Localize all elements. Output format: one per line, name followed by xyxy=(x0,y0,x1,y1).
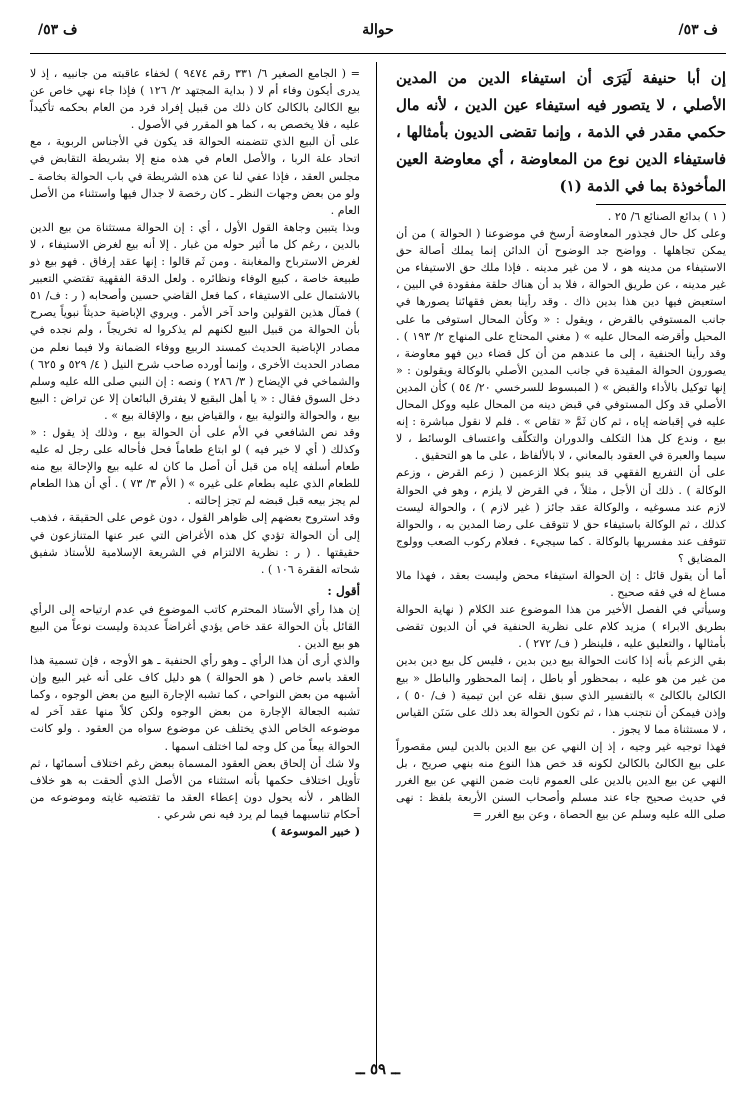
paragraph: بقي الزعم بأنه إذا كانت الحوالة بيع دين بدين ، فليس كل بيع دين بدين من غير من هو عليه ، بمحظور أو باطل ، إنما المحظور والباطل « بيع الكالئ بالكالئ » بالتفسير الذي سبق نقله عن ابن تيمية ( ف/ ٥٠ ) ، وإذن فيمكن أن نتجنب هذا ، ثم تكون الحوالة بعد ذلك على سَنَن القياس ، لا مستثناة مما لا يجوز . xyxy=(396,654,727,736)
paragraph: فهذا توجيه غير وجيه ، إذ إن النهي عن بيع الدين بالدين ليس مقصوراً على بيع الكالئ بالكالئ لكونه قد خص هذا النوع منه بنهي صريح ، بل النهي عن بيع الدين بالدين على العموم ثابت ضمن النهي عن بيع الغرر في حديث صحيح جاء عند مسلم وأصحاب السنن الأربعة بلفظ : نهى صلى الله عليه وسلم عن بيع الحصاة ، وعن بيع الغرر = xyxy=(396,739,726,822)
header-section-number-left: ف ٥٣/ xyxy=(38,22,78,38)
footnote-rule xyxy=(596,204,726,205)
paragraph: وبذا يتبين وجاهة القول الأول ، أي : إن الحوالة مستثناة من بيع الدين بالدين ، رغم كل ما أثير حوله من غبار . إلا أنه بيع لغرض الاستيفاء ، لا لغرض الاسترباح والمغابنة . ومن ثَم قالوا : إنها عقد إرفاق . فهو بيع ذو طبيعة خاصة ، كبيع الوفاء ونظائره . ولعل الدقة الفقهية تقتضي التعبير بالاشتمال على الاستيفاء ، كما فعل القاضي حسين وأصحابه ( ر : ف/ ٥١ ) فمآل هذين القولين واحد آخر الأمر . ويروي الإباضية حديثاً نبوياً يصرح بأن الحوالة من قبيل البيع لكنهم لم يذكروا له تخريجاً ، ولم نجده في مصادر الإباضية الحديث كمسند الربيع ووفاء الضمانة ولا فيما نعلم من مصادر الحديث الأخرى ، وإنما أورده صاحب شرح النيل ( ٤/ ٥٢٩ و ٦٢٥ ) والشماخي في الإيضاح ( ٣/ ٢٨٦ ) ونصه : إن النبي صلى الله عليه وسلم دخل السوق فقال : « يا أهل البقيع لا يفترق البائعان إلا عن تراض : البيع بيع ، والحوالة والتولية بيع ، والقياض بيع ، والإقالة بيع » . xyxy=(30,220,361,422)
header-title: حوالة xyxy=(362,22,394,38)
signature: ( خبير الموسوعة ) xyxy=(271,824,360,839)
header-section-number: ف ٥٣/ xyxy=(678,22,718,38)
paragraph: على أن التفريع الفقهي قد ينبو بكلا الزعمين ( زعم القرض ، وزعم الوكالة ) . ذلك أن الأجل ، مثلاً ، في القرض لا يلزم ، وهو في الحوالة لازم عند مسوغيه ، والوكالة عقد جائز ( غير لازم ) ، والحوالة ليست كذلك ، ثم الوكالة باستيفاء حق لا تتوقف على رضا المدين به ، والحوالة تتوقف عند مفسريها بالوكالة . كما سيجيء . فعلام ركوب الصعب وولوج المضايق ؟ xyxy=(396,466,726,565)
paragraph: = ( الجامع الصغير ٦/ ٣٣١ رقم ٩٤٧٤ ) لخفاء عاقبته من جانبيه ، إذ لا يدرى أيكون وفاء أم لا ( بداية المجتهد ٢/ ١٢٦ ) فإذا جاء نهي خاص عن بيع الكالئ بالكالئ كان ذلك من قبيل إفراد فرد من العام بحكمه تأكيداً عليه ، فلا يخصص به ، كما هو المقرر في الأصول . xyxy=(30,67,361,132)
paragraph: وسيأتي في الفصل الأخير من هذا الموضوع عند الكلام ( نهاية الحوالة بطريق الابراء ) مزيد كلام على نظرية الحنفية في أن الديون تقضى بأمثالها ، والتعليق عليه ، فلينظر ( ف/ ٢٧٢ ) . xyxy=(396,603,726,651)
lead-paragraph: إن أبا حنيفة لَيَرَى أن استيفاء الدين من المدين الأصلي ، لا يتصور فيه استيفاء عين الدين ، لأنه مال حكمي مقدر في الذمة ، وإنما تقضى الديون بأمثالها ، فاستيفاء الدين نوع من المعاوضة ، أي معاوضة العين المأخوذة بما في الذمة (١) xyxy=(396,69,726,195)
page-header xyxy=(30,14,726,54)
right-column xyxy=(396,65,726,823)
paragraph: والذي أرى أن هذا الرأي ـ وهو رأي الحنفية ـ هو الأوجه ، فإن تسمية هذا العقد باسم خاص ( هو الحوالة ) هو دليل كاف على أنه غير البيع وإن أشبهه من بعض النواحي ، كما تشبه الإجارة البيع من بعض الوجوه ، وكما تشبه الجعالة الإجارة من بعض الوجوه ولكن كلاً منها عقد آخر له موضوعه الخاص الذي يختلف عن موضوع سواه من العقود . ولو كانت الحوالة بيعاً من كل وجه لما اختلف اسمها . xyxy=(30,654,360,753)
paragraph: على أن البيع الذي تتضمنه الحوالة قد يكون في الأجناس الربوية ، مع اتحاد علة الربا ، والأصل العام في هذه منع إلا بشريطة التقابض في مجلس العقد ، فإذا عفي لنا عن هذه الشريطة في باب الحوالة بخاصة ـ ولو من بعض وجهات النظر ـ كان رخصة لا جدال فيها واستثناء من الأصل العام . xyxy=(30,135,360,217)
column-divider xyxy=(376,62,377,1072)
header-rule xyxy=(30,53,726,54)
paragraph: وقد نص الشافعي في الأم على أن الحوالة بيع ، وذلك إذ يقول : « وكذلك ( أي لا خير فيه ) لو ابتاع طعاماً فحل فأحاله على رجل له عليه طعام أسلفه إياه من قبل أن أصل ما كان له عليه بيع والإحالة بيع منه للطعام الذي عليه بطعام على غيره » ( الأم ٣/ ٧٣ ) . أي أن هذا الطعام لم يجز بيعه قبل قبضه لم تجز إحالته . xyxy=(30,425,360,508)
left-column xyxy=(30,65,360,840)
paragraph: وعلى كل حال فجذور المعاوضة أرسخ في موضوعنا ( الحوالة ) من أن يمكن تجاهلها . وواضح جد الوضوح أن الدائن إنما يملك أصالة حق الاستيفاء من مدينه هو ، لا من غير مدينه . فإذا ملك حق الاستيفاء من غير مدينه ، عن طريق الحوالة ، فلا بد أن هناك حلقة مفقودة في البين ، استعيض فيها دين هذا بدين ذاك . وقد رأينا بعض فقهائنا يصورها في جانب المستوفي بالقرض ، ويقول : « وكأن المحال استوفى ما على المحيل وأقرضه المحال عليه » ( مغني المحتاج على المنهاج ٢/ ١٩٣ ) . وقد رأينا الحنفية ، إلى ما عندهم من أن كل قضاء دين فهو معاوضة ، يصورون الحوالة المقيدة في جانب المدين الأصلي بالوكالة ويقولون : « إنها توكيل بالأداء والقبض » ( المبسوط للسرخسي ٢٠/ ٥٤ ) كأن المدين الأصلي قد وكل المستوفي في قبض دينه من المحال عليه ووكل المحال عليه في إقباضه إياه ، ثم كان ثَمَّ « تقاص » . فلم لا نقول مباشرة : إنه بيع ، وندع كل هذا التكلف والدوران والتكلّف واعتساف الوسائط ، لا سيما والعبرة في العقود بالمعاني ، لا بالألفاظ ، على ما هو التحقيق . xyxy=(396,227,726,463)
page-number: ــ ٥٩ ــ xyxy=(355,1060,401,1078)
paragraph: ولا شك أن إلحاق بعض العقود المسماة ببعض رغم اختلاف أسمائها ، ثم تأويل اختلاف حكمها بأنه استثناء من الأصل الذي ألحقت به هو خلاف الظاهر ، لأنه يحول دون إعطاء العقد ما تقتضيه غايته وموضوعه من أحكام تناسبهما فيما لم يرد فيه نص شرعي . xyxy=(30,756,360,821)
footnote: ( ١ ) بدائع الصنائع ٦/ ٢٥ . xyxy=(607,210,726,223)
section-heading: أقول : xyxy=(327,583,360,598)
paragraph: إن هذا رأي الأستاذ المحترم كاتب الموضوع في عدم ارتياحه إلى الرأي القائل بأن الحوالة عقد خاص يؤدي أغراضاً عديدة وليست نوعاً من البيع هو بيع الدين . xyxy=(30,602,360,650)
paragraph: وقد استروح بعضهم إلى ظواهر القول ، دون غوص على الحقيقة ، فذهب إلى أن الحوالة تؤدي كل هذه الأغراض التي عبر عنها المتنازعون في حقيقتها . ( ر : نظرية الالتزام في الشريعة الإسلامية للأستاذ شفيق شحاته الفقرة ١٠٦ ) . xyxy=(30,511,360,576)
paragraph: أما أن يقول قائل : إن الحوالة استيفاء محض وليست بعقد ، فهذا مالا مساغ له في فقه صحيح . xyxy=(396,568,726,600)
